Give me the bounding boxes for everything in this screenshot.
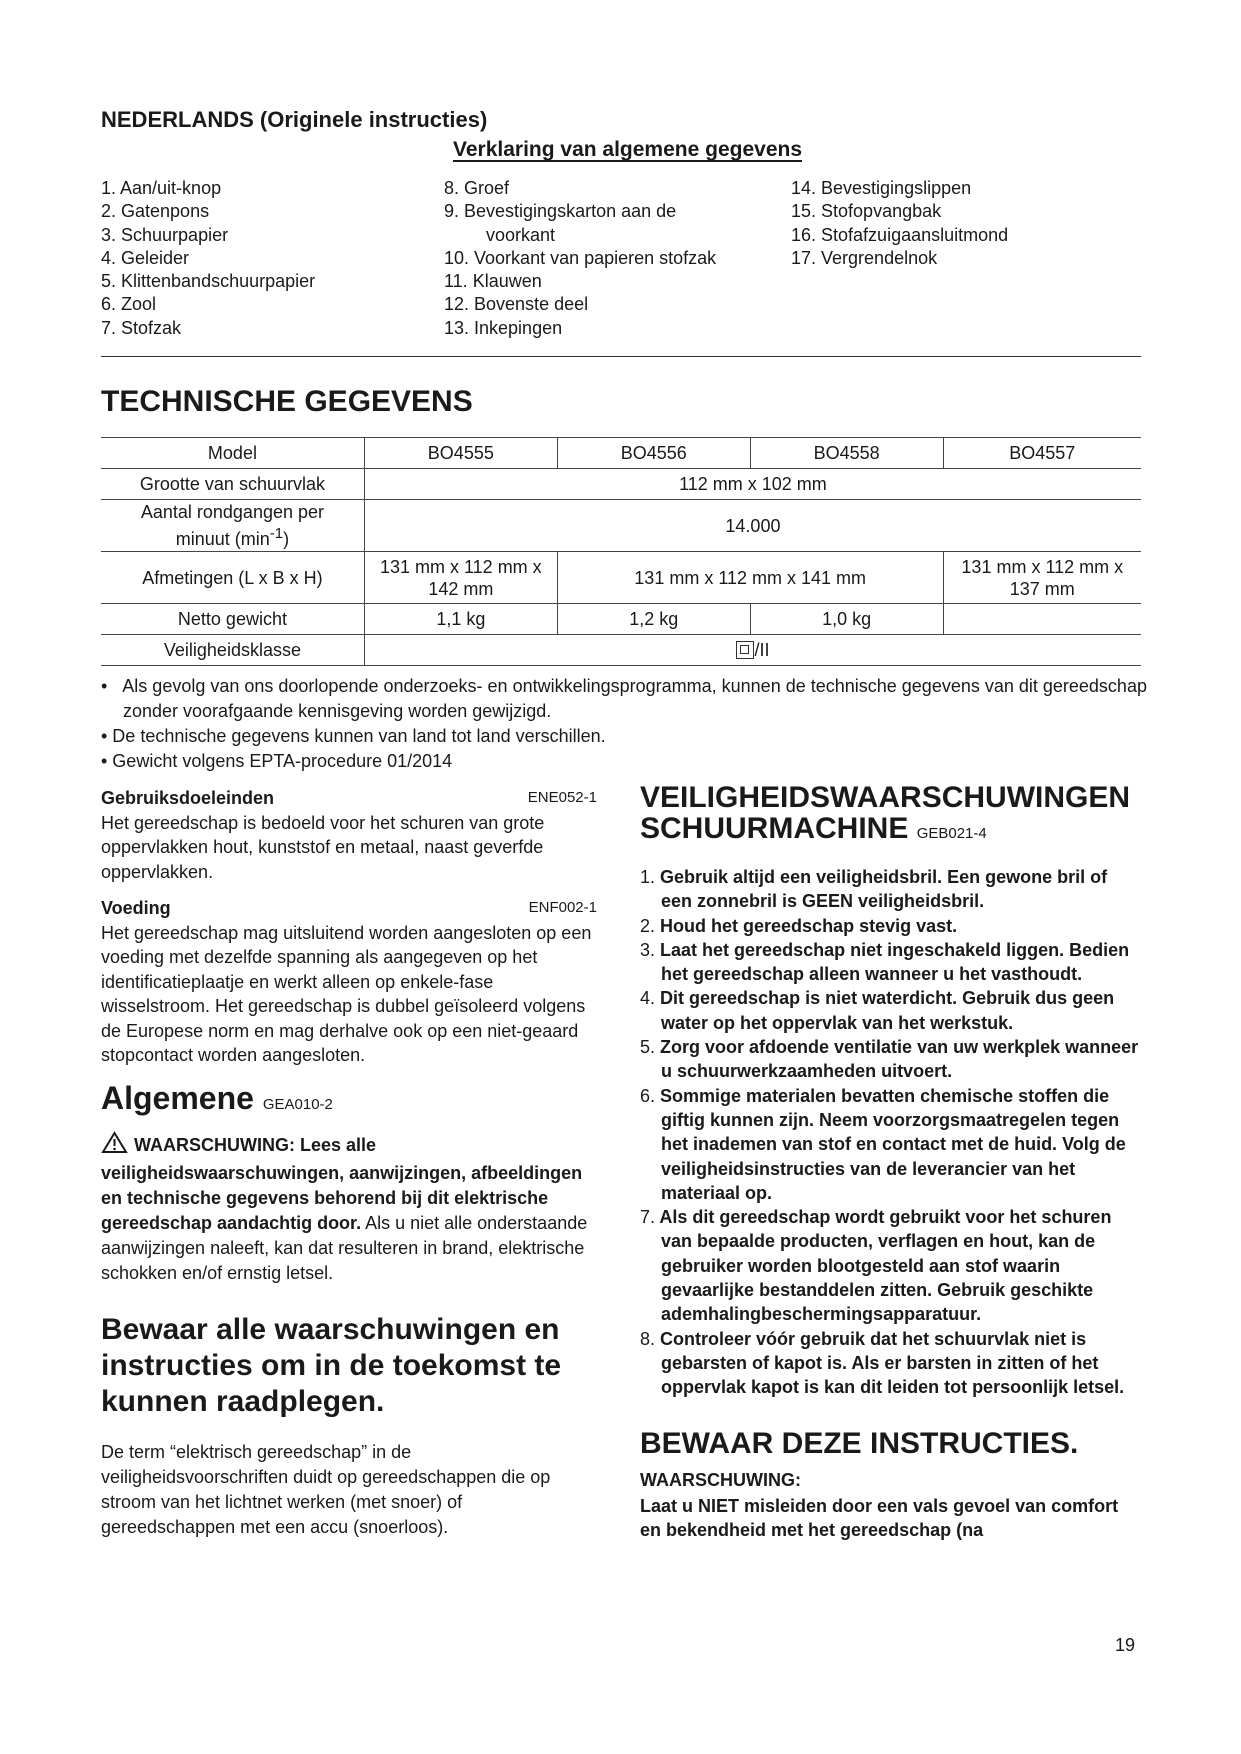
spec-value-line: 142 mm (428, 578, 494, 599)
legend-item: 9. Bevestigingskarton aan de (444, 201, 677, 222)
spec-value: 1,2 kg (557, 604, 750, 635)
warning-bold-text: WAARSCHUWING: Lees alle veiligheidswaarschuwingen, aanwijzingen, afbeeldingen en technische gegevens behorend bij dit elektrische gereedschap aandachtig door. (101, 1135, 583, 1233)
legend-item: 10. Voorkant van papieren stofzak (444, 247, 717, 268)
rule-text: Houd het gereedschap stevig vast. (660, 915, 958, 936)
spec-model-value: BO4558 (750, 438, 943, 469)
power-code: ENF002-1 (528, 899, 597, 916)
spec-label-line: minuut (min (175, 529, 270, 549)
legend-item: 6. Zool (101, 294, 157, 315)
list-item (640, 1327, 1140, 1400)
list-item (640, 938, 1140, 987)
rule-number: 2. (640, 915, 656, 936)
legend-item: 4. Geleider (101, 247, 190, 268)
use-title: Gebruiksdoeleinden (101, 788, 275, 808)
power-title: Voeding (101, 898, 171, 918)
rule-number: 4. (640, 988, 656, 1009)
spec-row-dimensions (101, 552, 1141, 604)
legend-item: 11. Klauwen (444, 271, 542, 292)
spec-label: Afmetingen (L x B x H) (101, 552, 364, 604)
spec-label: Model (101, 438, 364, 469)
safety-class-value: /II (754, 640, 770, 660)
rule-text: Zorg voor afdoende ventilatie van uw werkplek wanneer u schuurwerkzaamheden uitvoert. (660, 1037, 1139, 1082)
safety-heading (640, 782, 1140, 849)
list-item (640, 1084, 1140, 1205)
spec-row-weight (101, 604, 1141, 635)
legend-item: 5. Klittenbandschuurpapier (101, 271, 316, 292)
spec-row-orbits (101, 500, 1141, 552)
spec-label-line: Aantal rondgangen per (140, 502, 325, 522)
divider (101, 356, 1141, 357)
note: • De technische gegevens kunnen van land tot land verschillen. (101, 726, 606, 746)
legend-item: 15. Stofopvangbak (791, 201, 942, 222)
note: • Als gevolg van ons doorlopende onderzoeks- en ontwikkelingsprogramma, kunnen de technische gegevens van dit gereedschap zonder voorafgaande kennisgeving worden gewijzigd. (101, 676, 1147, 721)
use-code: ENE052-1 (527, 789, 597, 806)
general-warning (101, 1131, 597, 1286)
spec-label (101, 500, 364, 552)
legend-item: voorkant (486, 224, 556, 245)
legend-item: 17. Vergrendelnok (791, 247, 938, 268)
spec-model-value: BO4555 (364, 438, 557, 469)
use-heading (101, 786, 597, 811)
legend-item: 8. Groef (444, 178, 510, 198)
spec-value: 112 mm x 102 mm (364, 469, 1141, 500)
spec-value: 1,0 kg (750, 604, 943, 635)
spec-row-surface (101, 469, 1141, 500)
term-text: De term “elektrisch gereedschap” in de veiligheidsvoorschriften duidt op gereedschappen die op stroom van het lichtnet werken (met snoer) of gereedschappen met een accu (snoerloos). (101, 1442, 551, 1537)
rule-text: Als dit gereedschap wordt gebruikt voor het schuren van bepaalde producten, verflagen en hout, kan de gebruiker worden blootgesteld aan stof waarin gevaarlijke bestanddelen zitten. Gebruik geschikte ademhalingbeschermingsapparatuur. (659, 1207, 1112, 1325)
legend-item: 16. Stofafzuigaansluitmond (791, 224, 1009, 245)
rule-text: Dit gereedschap is niet waterdicht. Gebruik dus geen water op het oppervlak van het werkstuk. (660, 988, 1115, 1033)
rule-text: Sommige materialen bevatten chemische stoffen die giftig kunnen zijn. Neem voorzorgsmaatregelen tegen het inademen van stof en contact met de huid. Volg de veiligheidsinstructies van de leverancier van het materiaal op. (660, 1085, 1126, 1203)
tech-title: TECHNISCHE GEGEVENS (101, 385, 473, 418)
spec-label: Grootte van schuurvlak (101, 469, 364, 500)
spec-label-sup: -1 (269, 525, 284, 542)
legend-item: 13. Inkepingen (444, 317, 563, 338)
legend-item: 12. Bovenste deel (444, 294, 589, 315)
spec-label-close: ) (283, 529, 290, 549)
list-item (640, 986, 1140, 1035)
spec-row-safety-class (101, 635, 1141, 666)
rule-number: 5. (640, 1037, 656, 1058)
use-text: Het gereedschap is bedoeld voor het schuren van grote oppervlakken hout, kunststof en metaal, naast geverfde oppervlakken. (101, 812, 545, 882)
legend-item: 14. Bevestigingslippen (791, 178, 972, 198)
spec-table (101, 437, 1141, 666)
warning-triangle-icon (101, 1131, 128, 1161)
keep-heading: Bewaar alle waarschuwingen en instructies om in de toekomst te kunnen raadplegen. (101, 1313, 562, 1418)
spec-value-line: 131 mm x 112 mm x (379, 556, 542, 577)
note: • Gewicht volgens EPTA-procedure 01/2014 (101, 751, 453, 771)
power-heading (101, 896, 597, 921)
spec-value (364, 552, 557, 604)
rule-text: Laat het gereedschap niet ingeschakeld liggen. Bedien het gereedschap alleen wanneer u het vasthoudt. (660, 939, 1130, 985)
safety-rules (640, 865, 1140, 1400)
legend-item: 2. Gatenpons (101, 201, 210, 222)
spec-value-line: 131 mm x 112 mm x (961, 556, 1124, 577)
rule-text: Gebruik altijd een veiligheidsbril. Een gewone bril of een zonnebril is GEEN veiligheidsbril. (660, 867, 1108, 912)
double-insulation-icon (736, 641, 754, 659)
tech-notes (101, 674, 1151, 774)
spec-value: 14.000 (364, 500, 1141, 552)
general-heading (101, 1079, 597, 1118)
rule-number: 7. (640, 1207, 656, 1228)
safety-code: GEB021-4 (916, 825, 987, 842)
warning-text: Laat u NIET misleiden door een vals gevoel van comfort en bekendheid met het gereedschap (na (640, 1496, 1119, 1541)
spec-value: 131 mm x 112 mm x 141 mm (557, 552, 943, 604)
spec-model-value: BO4557 (943, 438, 1141, 469)
safety-title-line2: SCHUURMACHINE (640, 812, 909, 845)
spec-label: Netto gewicht (101, 604, 364, 635)
left-column (101, 786, 597, 1540)
spec-value-empty (943, 604, 1141, 635)
page-number: 19 (1114, 1635, 1135, 1655)
spec-value (364, 635, 1141, 666)
rule-number: 8. (640, 1328, 656, 1349)
legend-column-2 (444, 177, 716, 340)
spec-value (943, 552, 1141, 604)
legend-item: 3. Schuurpapier (101, 224, 229, 245)
safety-title-line1: VEILIGHEIDSWAARSCHUWINGEN (640, 781, 1131, 814)
rule-number: 3. (640, 939, 656, 960)
rule-number: 6. (640, 1085, 656, 1106)
general-title: Algemene (101, 1079, 254, 1116)
spec-value: 1,1 kg (364, 604, 557, 635)
bewaar-heading: BEWAAR DEZE INSTRUCTIES. (640, 1426, 1079, 1460)
list-item (640, 1205, 1140, 1326)
list-item (640, 914, 1140, 938)
legend-column-1 (101, 177, 315, 340)
legend-title: Verklaring van algemene gegevens (453, 138, 803, 161)
right-column (640, 782, 1140, 1543)
warning-rest-text: Als u niet alle onderstaande aanwijzingen naleeft, kan dat resulteren in brand, elektrische schokken en/of ernstig letsel. (101, 1213, 588, 1283)
spec-label: Veiligheidsklasse (101, 635, 364, 666)
power-text: Het gereedschap mag uitsluitend worden aangesloten op een voeding met dezelfde spanning als aangegeven op het identificatieplaatje en werkt alleen op enkele-fase wisselstroom. Het gereedschap is dubbel geïsoleerd volgens de Europese norm en mag derhalve ook op een niet-geaard stopcontact worden aangesloten. (101, 922, 592, 1065)
general-code: GEA010-2 (262, 1095, 333, 1113)
language-title: NEDERLANDS (Originele instructies) (101, 107, 488, 132)
list-item (640, 865, 1140, 914)
legend-item: 1. Aan/uit-knop (101, 178, 222, 198)
warning-label: WAARSCHUWING: (640, 1469, 801, 1490)
spec-model-value: BO4556 (557, 438, 750, 469)
rule-text: Controleer vóór gebruik dat het schuurvlak niet is gebarsten of kapot is. Als er barsten in zitten of het oppervlak kapot is kan dit leiden tot persoonlijk letsel. (660, 1328, 1125, 1398)
legend-column-3 (791, 177, 1008, 270)
spec-row-model (101, 438, 1141, 469)
spec-value-line: 137 mm (1009, 578, 1075, 599)
legend-item: 7. Stofzak (101, 317, 182, 338)
list-item (640, 1035, 1140, 1084)
rule-number: 1. (640, 867, 656, 887)
